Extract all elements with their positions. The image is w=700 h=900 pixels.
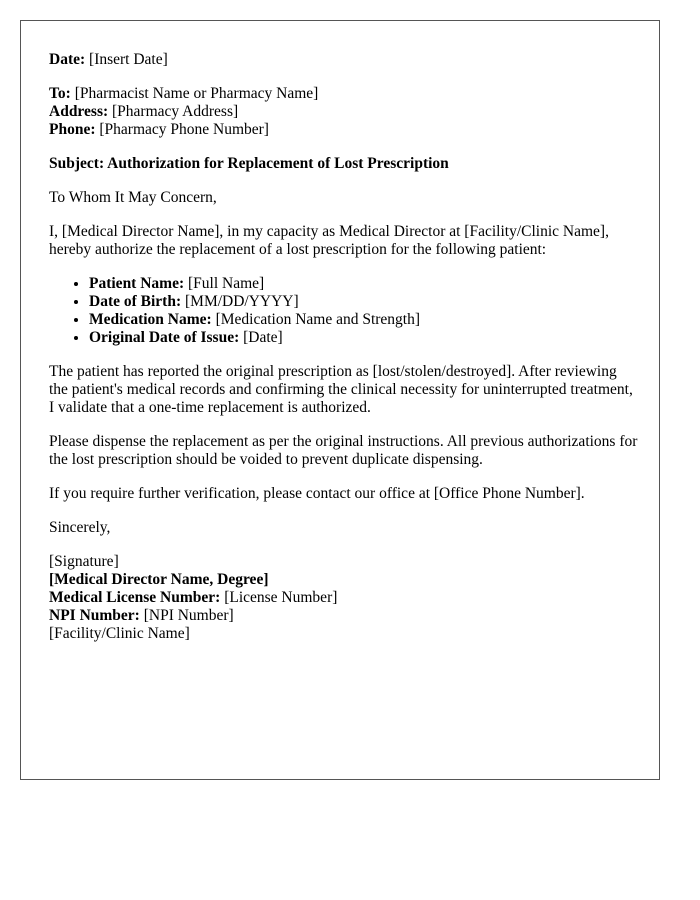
letter-page — [20, 20, 660, 780]
license-line — [49, 589, 639, 607]
reported-paragraph: The patient has reported the original prescription as [lost/stolen/destroyed]. After reviewing the patient's medical records and confirming the clinical necessity for uninterrupted treatment, I validate that a one-time replacement is authorized. — [49, 363, 633, 416]
to-line — [49, 85, 639, 103]
intro-paragraph: I, [Medical Director Name], in my capacity as Medical Director at [Facility/Clinic Name], hereby authorize the replacement of a lost prescription for the following patient: — [49, 223, 609, 258]
date-value: [Insert Date] — [89, 51, 168, 68]
npi-label: NPI Number: — [49, 607, 140, 624]
address-line — [49, 103, 639, 121]
contact-paragraph: If you require further verification, please contact our office at [Office Phone Number]. — [49, 485, 585, 502]
date-label: Date: — [49, 51, 86, 68]
patient-details-list — [49, 275, 639, 347]
phone-value: [Pharmacy Phone Number] — [99, 121, 269, 138]
original-date-value: [Date] — [243, 329, 283, 346]
phone-label: Phone: — [49, 121, 96, 138]
license-value: [License Number] — [224, 589, 338, 606]
closing: Sincerely, — [49, 519, 111, 536]
facility-name: [Facility/Clinic Name] — [49, 625, 190, 642]
npi-line — [49, 607, 639, 625]
phone-line — [49, 121, 639, 139]
date-of-birth-value: [MM/DD/YYYY] — [185, 293, 299, 310]
list-item-medication-name — [89, 311, 639, 329]
recipient-block — [49, 85, 639, 139]
to-value: [Pharmacist Name or Pharmacy Name] — [74, 85, 319, 102]
greeting: To Whom It May Concern, — [49, 189, 217, 206]
director-name-degree: [Medical Director Name, Degree] — [49, 571, 269, 588]
list-item-original-date — [89, 329, 639, 347]
list-item-patient-name — [89, 275, 639, 293]
original-date-label: Original Date of Issue: — [89, 329, 240, 346]
patient-name-value: [Full Name] — [188, 275, 265, 292]
license-label: Medical License Number: — [49, 589, 221, 606]
patient-name-label: Patient Name: — [89, 275, 185, 292]
medication-name-value: [Medication Name and Strength] — [215, 311, 421, 328]
date-of-birth-label: Date of Birth: — [89, 293, 182, 310]
address-label: Address: — [49, 103, 109, 120]
signature-block — [49, 553, 639, 643]
subject-text: Subject: Authorization for Replacement of Lost Prescription — [49, 155, 449, 172]
to-label: To: — [49, 85, 71, 102]
list-item-date-of-birth — [89, 293, 639, 311]
letter-body — [49, 51, 639, 659]
npi-value: [NPI Number] — [143, 607, 234, 624]
subject-line — [49, 155, 639, 173]
date-line — [49, 51, 639, 69]
address-value: [Pharmacy Address] — [112, 103, 239, 120]
dispense-paragraph: Please dispense the replacement as per the original instructions. All previous authorizations for the lost prescription should be voided to prevent duplicate dispensing. — [49, 433, 638, 468]
medication-name-label: Medication Name: — [89, 311, 212, 328]
signature-placeholder: [Signature] — [49, 553, 119, 570]
